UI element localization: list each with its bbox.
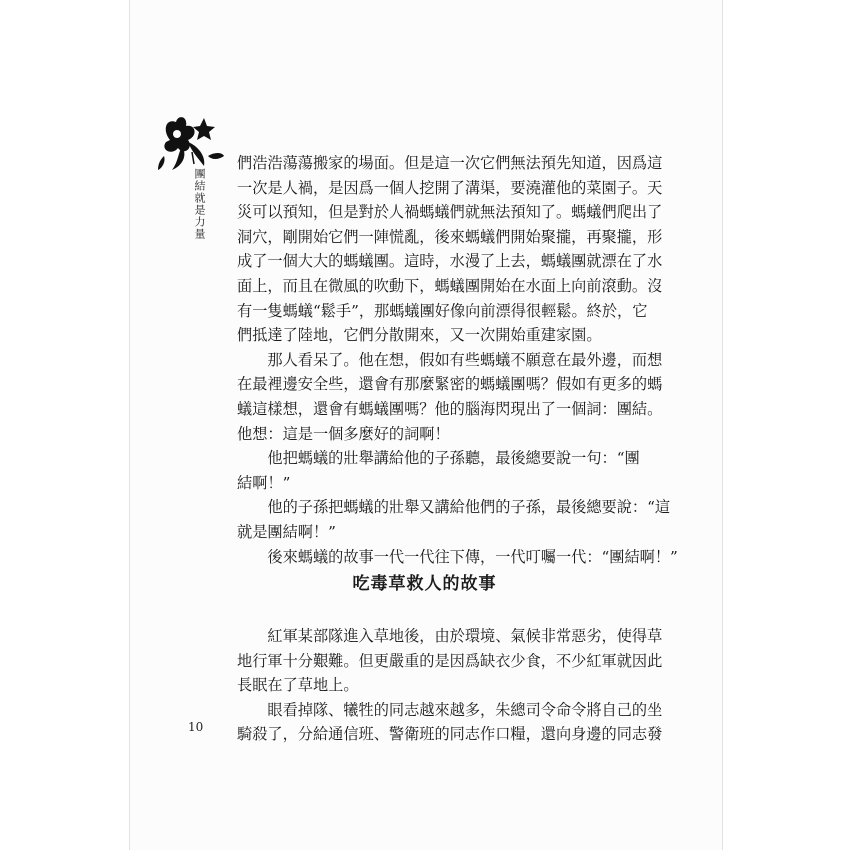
page-number: 10: [188, 720, 204, 734]
text-line: 在最裡邊安全些，還會有那麼緊密的螞蟻團嗎？假如有更多的螞: [237, 375, 663, 394]
body-text-section-2: [237, 624, 663, 747]
text-line: 蟻這樣想，還會有螞蟻團嗎？他的腦海閃現出了一個詞：團結。: [237, 399, 663, 418]
text-line: 洞穴，剛開始它們一陣慌亂，後來螞蟻們開始聚攏，再聚攏，形: [237, 227, 663, 246]
text-line: 一次是人禍，是因爲一個人挖開了溝渠，要澆灌他的菜園子。天: [237, 178, 663, 197]
text-line: 他的子孫把螞蟻的壯舉又講給他們的子孫，最後總要說：“這: [237, 498, 671, 517]
text-line: 結啊！”: [237, 473, 291, 492]
text-line: 面上，而且在微風的吹動下，螞蟻團開始在水面上向前滾動。沒: [237, 276, 663, 295]
text-line: 那人看呆了。他在想，假如有些螞蟻不願意在最外邊，而想: [237, 350, 663, 369]
text-line: 們抵達了陸地，它們分散開來，又一次開始重建家園。: [237, 326, 602, 345]
text-line: 成了一個大大的螞蟻團。這時，水漫了上去，螞蟻團就漂在了水: [237, 252, 663, 271]
text-line: 騎殺了，分給通信班、警衛班的同志作口糧，還向身邊的同志發: [237, 725, 663, 744]
text-line: 有一隻螞蟻“鬆手”，那螞蟻團好像向前漂得很輕鬆。終於，它: [237, 301, 648, 320]
text-line: 長眠在了草地上。: [237, 676, 359, 695]
text-line: 災可以預知，但是對於人禍螞蟻們就無法預知了。螞蟻們爬出了: [237, 203, 663, 222]
text-line: 他把螞蟻的壯舉講給他的子孫聽，最後總要說一句：“團: [237, 449, 640, 468]
text-line: 地行軍十分艱難。但更嚴重的是因爲缺衣少食，不少紅軍就因此: [237, 651, 663, 670]
section-heading: 吃毒草救人的故事: [352, 574, 497, 594]
text-line: 們浩浩蕩蕩搬家的場面。但是這一次它們無法預先知道，因爲這: [237, 154, 663, 172]
text-line: 就是團結啊！”: [237, 522, 336, 541]
text-line: 他想：這是一個多麼好的詞啊！: [237, 424, 450, 443]
flower-ornament-icon: [152, 112, 228, 174]
running-header-caption: 團結就是力量: [193, 168, 206, 240]
text-line: 後來螞蟻的故事一代一代往下傳，一代叮囑一代：“團結啊！”: [237, 547, 678, 566]
body-text-section-1: [237, 151, 678, 569]
text-line: 紅軍某部隊進入草地後，由於環境、氣候非常惡劣，使得草: [237, 627, 663, 645]
text-line: 眼看掉隊、犧牲的同志越來越多，朱總司令命令將自己的坐: [237, 700, 663, 719]
